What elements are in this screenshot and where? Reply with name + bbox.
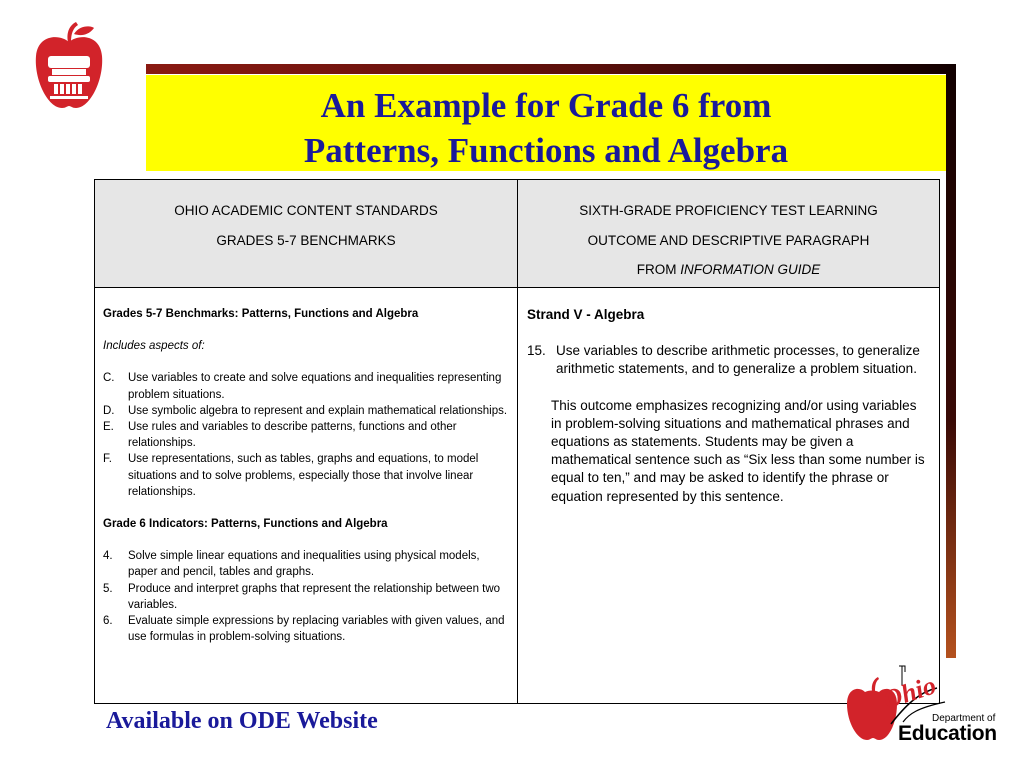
benchmarks-subheading: Grades 5-7 Benchmarks: Patterns, Functions and Algebra — [103, 308, 419, 320]
standards-column-body — [95, 288, 517, 645]
standards-column-header — [95, 180, 517, 288]
ohio-script-text: Ohio — [879, 670, 940, 715]
header-line: OUTCOME AND DESCRIPTIVE PARAGRAPH — [587, 232, 870, 248]
list-item-text: Evaluate simple expressions by replacing variables with given values, and use formulas in problem-solving situations. — [128, 615, 505, 644]
page-title-line1: An Example for Grade 6 from — [320, 86, 772, 125]
list-marker: 4. — [103, 550, 113, 563]
header-line: OHIO ACADEMIC CONTENT STANDARDS — [174, 203, 438, 218]
proficiency-column — [518, 180, 939, 703]
information-guide-label: INFORMATION GUIDE — [680, 262, 821, 277]
outcome-text: Use variables to describe arithmetic processes, to generalize arithmetic statements, and to generalize a problem situation. — [556, 343, 920, 377]
list-item — [103, 370, 511, 402]
title-banner — [146, 75, 946, 171]
list-marker: F. — [103, 453, 112, 466]
standards-column — [95, 180, 518, 703]
list-item-text: Solve simple linear equations and inequalities using physical models, paper and pencil, tables and graphs. — [128, 550, 480, 579]
page-title — [146, 75, 946, 173]
proficiency-column-header — [518, 180, 939, 288]
list-item-text: Use variables to create and solve equations and inequalities representing problem situations. — [128, 372, 502, 401]
ohio-education-label: Education — [898, 722, 997, 745]
list-item — [103, 581, 511, 613]
header-line: SIXTH-GRADE PROFICIENCY TEST LEARNING — [579, 203, 878, 218]
list-marker: 5. — [103, 582, 113, 595]
ode-website-link[interactable]: Available on ODE Website — [106, 708, 378, 734]
list-item-text: Use rules and variables to describe patterns, functions and other relationships. — [128, 421, 457, 450]
page-title-line2: Patterns, Functions and Algebra — [303, 131, 789, 170]
indicators-subheading: Grade 6 Indicators: Patterns, Functions and Algebra — [103, 518, 388, 531]
list-item-text: Use symbolic algebra to represent and explain mathematical relationships. — [128, 404, 508, 417]
list-item — [103, 548, 511, 580]
indicators-list — [103, 548, 511, 645]
strand-heading: Strand V - Algebra — [527, 307, 645, 322]
standards-table — [94, 179, 940, 704]
outcome-description: This outcome emphasizes recognizing and/or using variables in problem-solving situations and mathematical phrases and equations as statements. Students may be given a mathematical sentence such as “Six less than some number is equal to ten,” and may be asked to identify the phrase or equation represented by this sentence. — [551, 397, 925, 504]
list-item-text: Use representations, such as tables, graphs and equations, to model situations and to solve problems, especially those that involve linear relationships. — [128, 453, 479, 498]
learning-outcome — [527, 342, 929, 378]
header-line — [518, 255, 939, 285]
proficiency-column-body — [518, 288, 939, 506]
benchmarks-intro: Includes aspects of: — [103, 340, 205, 353]
list-marker: C. — [103, 372, 115, 385]
title-frame-right — [946, 64, 956, 658]
list-item-text: Produce and interpret graphs that represent the relationship between two variables. — [128, 582, 501, 611]
apple-logo-icon — [30, 20, 108, 112]
list-marker: 6. — [103, 615, 113, 628]
list-item — [103, 451, 511, 500]
list-marker: D. — [103, 404, 115, 417]
ohio-department-label: Department of — [932, 713, 996, 724]
header-line: GRADES 5-7 BENCHMARKS — [216, 232, 396, 248]
outcome-number: 15. — [527, 343, 546, 359]
header-prefix: FROM — [636, 262, 681, 277]
benchmarks-list — [103, 370, 511, 500]
list-item — [103, 403, 511, 419]
list-item — [103, 613, 511, 645]
list-marker: E. — [103, 421, 114, 434]
title-frame-top — [146, 64, 956, 74]
list-item — [103, 419, 511, 451]
